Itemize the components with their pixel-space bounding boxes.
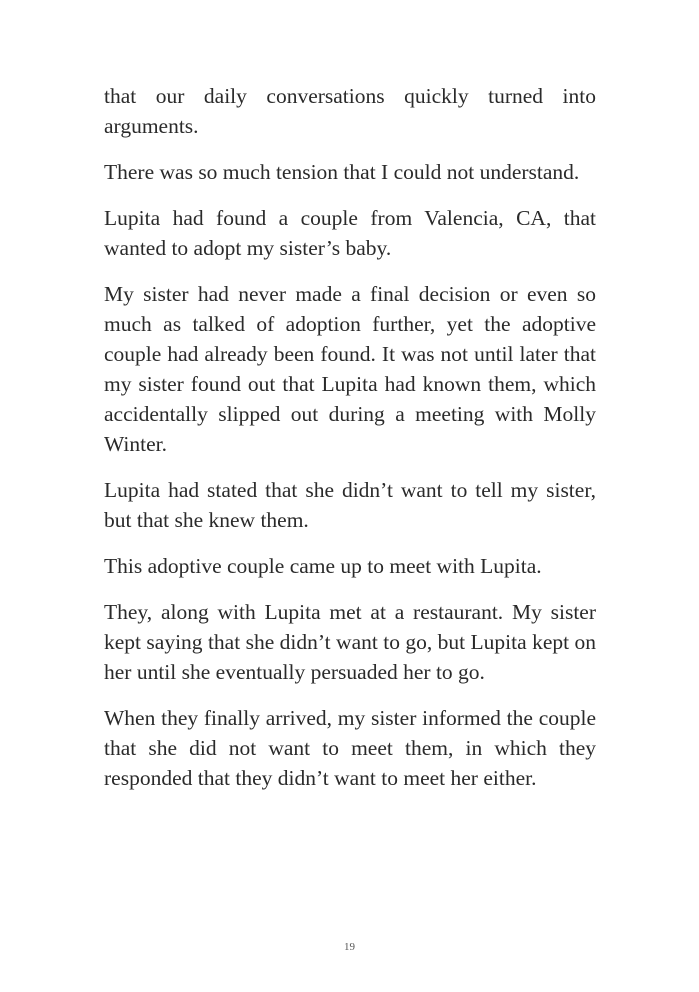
page-number: 19 [344, 941, 355, 953]
paragraph-8: When they finally arrived, my sister informed the couple that she did not want to meet them, in which they responded that they didn’t want to meet her either. [104, 706, 596, 790]
paragraph-2: There was so much tension that I could not understand. [104, 160, 580, 184]
paragraph-7: They, along with Lupita met at a restaurant. My sister kept saying that she didn’t want to go, but Lupita kept on her until she eventually persuaded her to go. [104, 600, 596, 684]
paragraph-1: that our daily conversations quickly turned into arguments. [104, 84, 596, 138]
paragraph-5: Lupita had stated that she didn’t want to tell my sister, but that she knew them. [104, 478, 596, 532]
paragraph-3: Lupita had found a couple from Valencia, CA, that wanted to adopt my sister’s baby. [104, 206, 596, 260]
paragraph-4: My sister had never made a final decision or even so much as talked of adoption further, yet the adoptive couple had already been found. It was not until later that my sister found out that Lupita had known them, which accidentally slipped out during a meeting with Molly Winter. [104, 282, 596, 456]
paragraph-6: This adoptive couple came up to meet with Lupita. [104, 554, 542, 578]
body-text [104, 81, 596, 809]
